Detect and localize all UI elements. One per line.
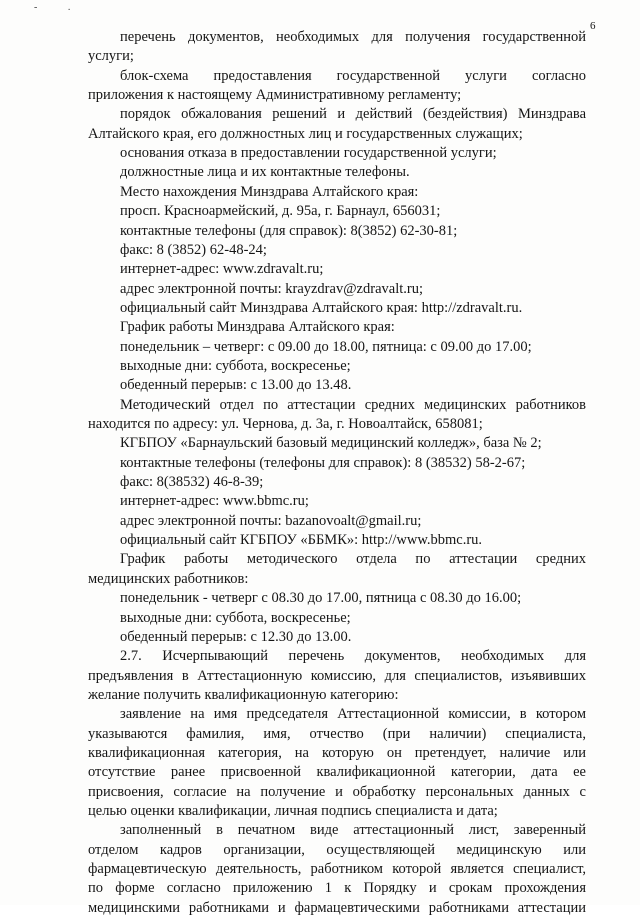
text-line-content: присвоения, согласие на получение и обработку персональных данных с	[88, 783, 586, 800]
text-line-content: перечень документов, необходимых для получения государственной	[120, 29, 586, 45]
text-line-content: Место нахождения Минздрава Алтайского края:	[120, 183, 419, 200]
text-line-content: 2.7. Исчерпывающий перечень документов, необходимых для	[120, 648, 586, 665]
text-line-content: заполненный в печатном виде аттестационный лист, заверенный	[120, 822, 586, 839]
text-line-content: КГБПОУ «Барнаульский базовый медицинский колледж», база № 2;	[120, 435, 542, 452]
text-line-content: желание получить квалификационную категорию:	[88, 686, 399, 703]
text-line-content: обеденный перерыв: с 13.00 до 13.48.	[120, 377, 352, 394]
text-line-content: целью оценки квалификации, личная подпись специалиста и дата;	[88, 803, 498, 819]
text-line-content: основания отказа в предоставлении государственной услуги;	[120, 145, 497, 162]
text-line-content: понедельник – четверг: с 09.00 до 18.00, пятница: с 09.00 до 17.00;	[120, 338, 532, 355]
text-line-content: фармацевтическую деятельность, работником которой является специалист,	[88, 861, 586, 878]
text-line-content: медицинских работников:	[88, 570, 249, 587]
text-line-content: предъявления в Аттестационную комиссию, для специалистов, изъявивших	[88, 667, 586, 684]
text-line-content: понедельник - четверг с 08.30 до 17.00, пятница с 08.30 до 16.00;	[120, 590, 522, 607]
text-line-content: услуги;	[88, 48, 134, 65]
page-number: 6	[590, 20, 596, 32]
text-line-content: факс: 8 (3852) 62-48-24;	[120, 241, 267, 258]
text-line-content: официальный сайт КГБПОУ «ББМК»: http://www.bbmc.ru.	[120, 532, 483, 549]
text-line-content: График работы Минздрава Алтайского края:	[120, 319, 395, 336]
text-line-content: адрес электронной почты: krayzdrav@zdravalt.ru;	[120, 280, 423, 297]
text-line-content: Методический отдел по аттестации средних медицинских работников	[120, 396, 586, 413]
scan-marks: - .	[34, 2, 85, 13]
text-line-content: официальный сайт Минздрава Алтайского края: http://zdravalt.ru.	[120, 299, 523, 316]
text-line-content: приложения к настоящему Административному регламенту;	[88, 87, 462, 104]
text-line-content: по форме согласно приложению 1 к Порядку и срокам прохождения	[88, 880, 586, 897]
text-line-content: блок-схема предоставления государственной услуги согласно	[120, 67, 586, 84]
text-line-content: указываются фамилия, имя, отчество (при наличии) специалиста,	[88, 725, 586, 742]
text-line-content: находится по адресу: ул. Чернова, д. 3а, г. Новоалтайск, 658081;	[88, 416, 483, 432]
text-line-content: Алтайского края, его должностных лиц и государственных служащих;	[88, 125, 523, 142]
text-line-content: выходные дни: суббота, воскресенье;	[120, 357, 351, 374]
text-line-content: факс: 8(38532) 46-8-39;	[120, 474, 264, 491]
text-line-content: отсутствие ранее присвоенной квалификационной категории, дата ее	[88, 764, 586, 781]
text-line-content: обеденный перерыв: с 12.30 до 13.00.	[120, 628, 352, 645]
text-line-content: интернет-адрес: www.bbmc.ru;	[120, 493, 309, 510]
text-line-content: контактные телефоны (телефоны для справок): 8 (38532) 58-2-67;	[120, 454, 526, 471]
text-line-content: заявление на имя председателя Аттестационной комиссии, в котором	[120, 706, 586, 723]
text-line-content: просп. Красноармейский, д. 95а, г. Барнаул, 656031;	[120, 203, 441, 220]
text-line-content: медицинскими работниками и фармацевтическими работниками аттестации	[88, 899, 586, 916]
text-line-content: выходные дни: суббота, воскресенье;	[120, 609, 351, 626]
text-line-content: контактные телефоны (для справок): 8(3852) 62-30-81;	[120, 222, 458, 239]
text-line-content: отделом кадров организации, осуществляющей медицинскую или	[88, 841, 586, 858]
text-line-content: порядок обжалования решений и действий (бездействия) Минздрава	[120, 106, 586, 123]
text-line-content: адрес электронной почты: bazanovoalt@gmail.ru;	[120, 512, 422, 529]
text-line-content: должностные лица и их контактные телефоны.	[120, 164, 410, 181]
text-line-content: квалификационная категория, на которую он претендует, наличие или	[88, 744, 586, 761]
text-line-content: интернет-адрес: www.zdravalt.ru;	[120, 261, 324, 278]
text-line-content: График работы методического отдела по аттестации средних	[120, 551, 586, 568]
